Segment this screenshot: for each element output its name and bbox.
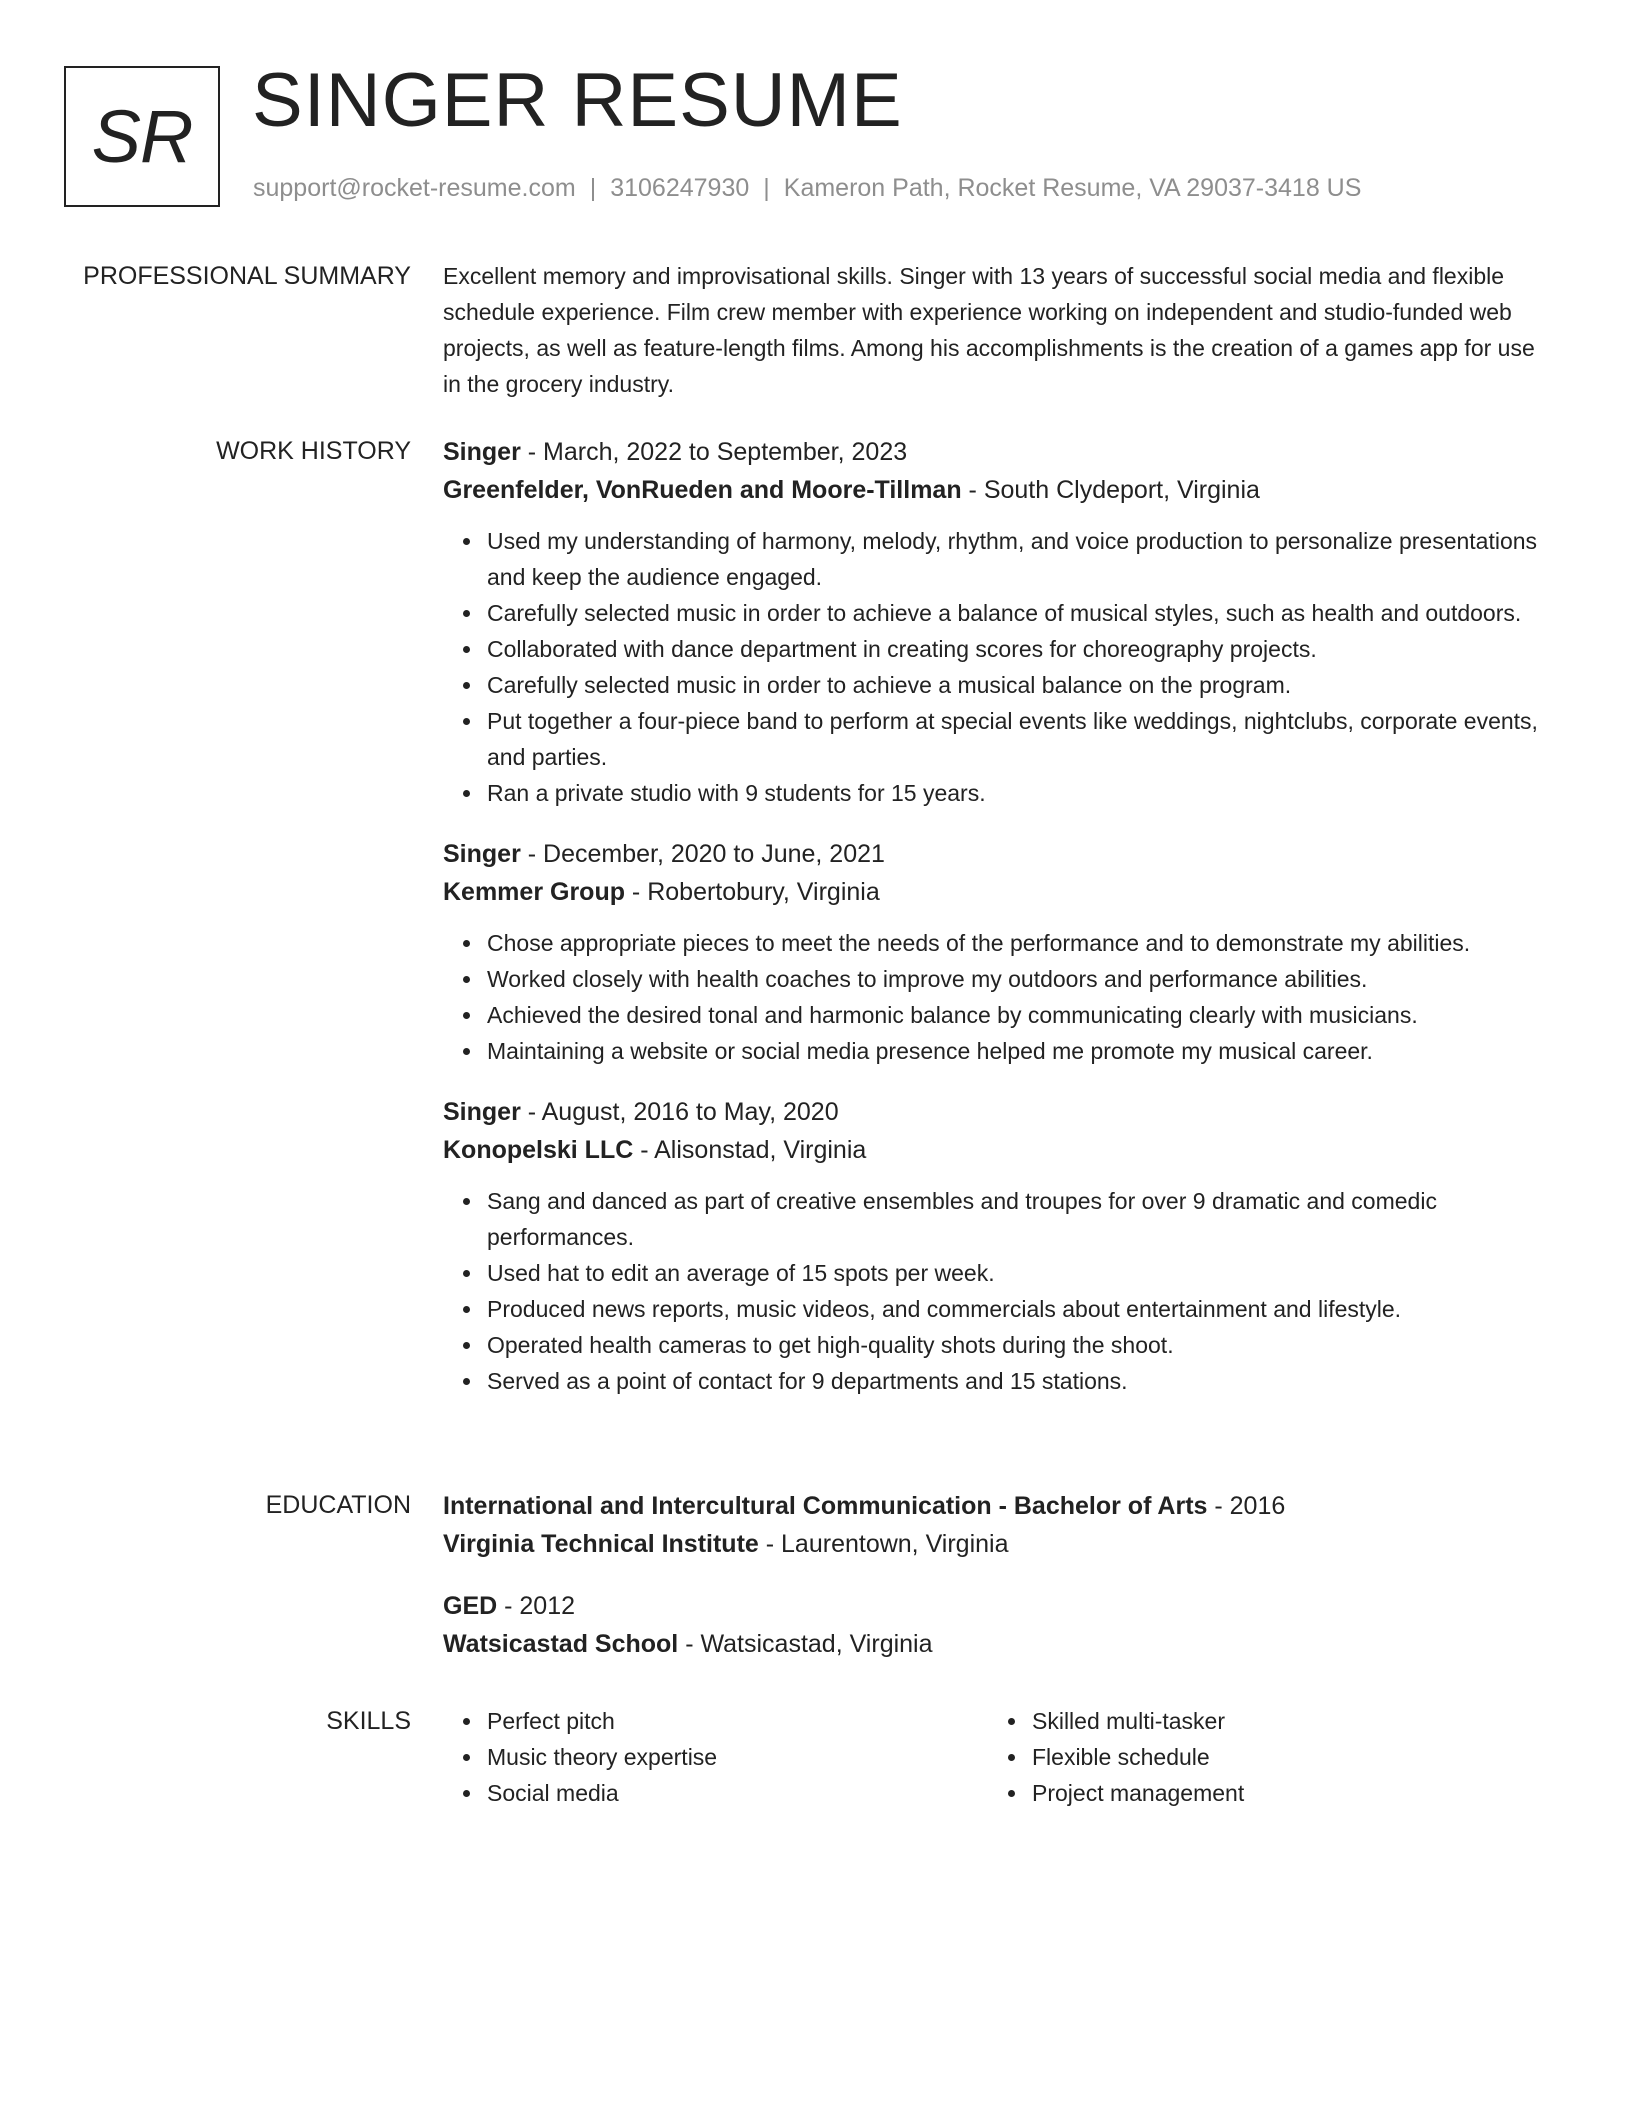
skills-list [988,1703,1533,1811]
job-title-line [443,835,1558,873]
skills-list [443,1703,988,1811]
job-title-line [443,1093,1558,1131]
job-company: Konopelski LLC [443,1136,634,1164]
education-location: - Laurentown, Virginia [758,1530,1009,1558]
monogram-initials: SR [91,95,193,178]
job-entry [443,1093,1558,1399]
education-year: - 2016 [1207,1492,1286,1520]
education-school: Watsicastad School [443,1630,679,1658]
job-dates: - August, 2016 to May, 2020 [520,1098,839,1126]
education-degree: International and Intercultural Communication - Bachelor of Arts [443,1492,1208,1520]
job-title-line [443,433,1558,471]
monogram-box [64,66,220,207]
list-item: Maintaining a website or social media presence helped me promote my musical career. [487,1033,1558,1069]
skills-grid [443,1703,1558,1811]
contact-separator: | [763,174,770,202]
job-location: - Robertobury, Virginia [624,878,880,906]
list-item: Carefully selected music in order to achieve a musical balance on the program. [487,667,1558,703]
skills-column-right [988,1703,1533,1811]
job-dates: - March, 2022 to September, 2023 [520,438,908,466]
skills-column-left [443,1703,988,1811]
job-company: Greenfelder, VonRueden and Moore-Tillman [443,476,962,504]
education-entry [443,1487,1558,1563]
job-title: Singer [443,840,521,868]
job-entry [443,433,1558,811]
job-location: - South Clydeport, Virginia [961,476,1260,504]
list-item: Skilled multi-tasker [1032,1703,1533,1739]
job-bullets [443,925,1558,1069]
list-item: Ran a private studio with 9 students for 15 years. [487,775,1558,811]
list-item: Worked closely with health coaches to improve my outdoors and performance abilities. [487,961,1558,997]
list-item: Used hat to edit an average of 15 spots per week. [487,1255,1558,1291]
skills-heading: SKILLS [326,1707,411,1735]
summary-text: Excellent memory and improvisational skills. Singer with 13 years of successful social media and flexible schedule experience. Film crew member with experience working on independent and studio-funded web projects, as well as feature-length films. Among his accomplishments is the creation of a games app for use in the grocery industry. [443,263,1535,397]
list-item: Used my understanding of harmony, melody, rhythm, and voice production to personalize presentations and keep the audience engaged. [487,523,1558,595]
job-dates: - December, 2020 to June, 2021 [520,840,885,868]
job-bullets [443,523,1558,811]
education-school-line [443,1525,1558,1563]
work-history-heading: WORK HISTORY [216,437,411,465]
education-degree: GED [443,1592,498,1620]
job-title: Singer [443,1098,521,1126]
education-degree-line [443,1587,1558,1625]
job-title: Singer [443,438,521,466]
summary-heading: PROFESSIONAL SUMMARY [83,262,411,290]
list-item: Flexible schedule [1032,1739,1533,1775]
job-location: - Alisonstad, Virginia [633,1136,867,1164]
job-company: Kemmer Group [443,878,625,906]
list-item: Social media [487,1775,988,1811]
contact-separator: | [589,174,597,202]
education-school-line [443,1625,1558,1663]
list-item: Music theory expertise [487,1739,988,1775]
list-item: Produced news reports, music videos, and commercials about entertainment and lifestyle. [487,1291,1558,1327]
job-company-line [443,1131,1558,1169]
education-degree-line [443,1487,1558,1525]
list-item: Collaborated with dance department in creating scores for choreography projects. [487,631,1558,667]
list-item: Put together a four-piece band to perform at special events like weddings, nightclubs, corporate events, and parties. [487,703,1558,775]
contact-email[interactable]: support@rocket-resume.com [253,174,576,202]
resume-name: SINGER RESUME [252,58,903,143]
job-company-line [443,873,1558,911]
contact-line [253,172,1361,204]
list-item: Achieved the desired tonal and harmonic balance by communicating clearly with musicians. [487,997,1558,1033]
education-entry [443,1587,1558,1663]
list-item: Carefully selected music in order to achieve a balance of musical styles, such as health and outdoors. [487,595,1558,631]
job-entry [443,835,1558,1069]
list-item: Operated health cameras to get high-quality shots during the shoot. [487,1327,1558,1363]
list-item: Chose appropriate pieces to meet the needs of the performance and to demonstrate my abilities. [487,925,1558,961]
contact-phone[interactable]: 3106247930 [610,174,750,202]
list-item: Project management [1032,1775,1533,1811]
education-location: - Watsicastad, Virginia [678,1630,933,1658]
list-item: Sang and danced as part of creative ensembles and troupes for over 9 dramatic and comedic performances. [487,1183,1558,1255]
education-year: - 2012 [497,1592,576,1620]
job-company-line [443,471,1558,509]
education-school: Virginia Technical Institute [443,1530,759,1558]
education-heading: EDUCATION [265,1491,411,1519]
list-item: Perfect pitch [487,1703,988,1739]
list-item: Served as a point of contact for 9 departments and 15 stations. [487,1363,1558,1399]
job-bullets [443,1183,1558,1399]
contact-address: Kameron Path, Rocket Resume, VA 29037-3418 US [783,174,1362,202]
